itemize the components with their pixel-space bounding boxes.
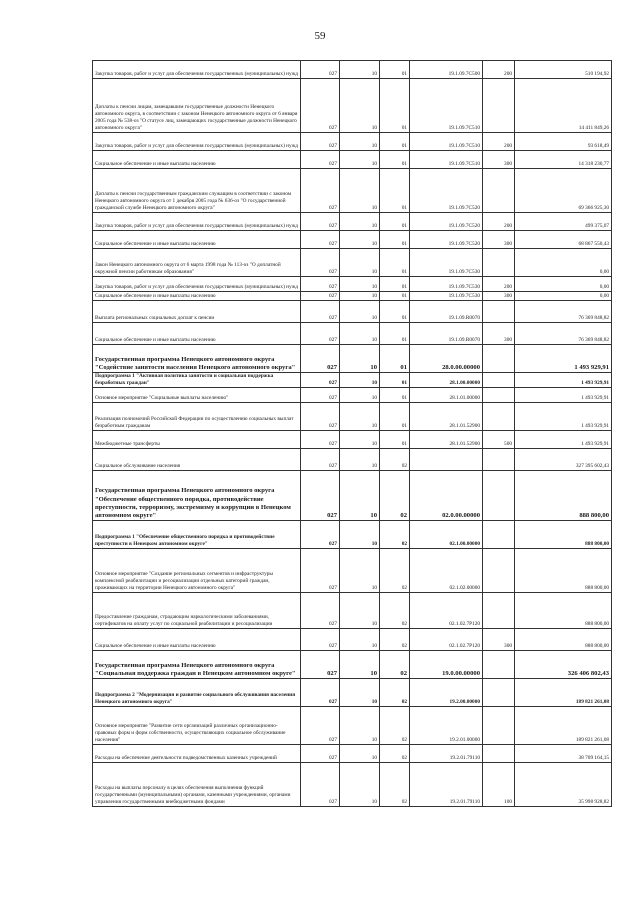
row-name: Социальное обслуживание населения	[93, 449, 301, 471]
row-ministry-code: 027	[301, 292, 340, 301]
row-ministry-code: 027	[301, 213, 340, 231]
row-target-article: 19.1.09.R0070	[410, 323, 483, 345]
row-amount: 1 493 929,91	[515, 403, 612, 431]
table-row	[93, 679, 612, 707]
table-row	[93, 629, 612, 651]
row-section-code: 10	[340, 373, 380, 388]
row-name: Закупка товаров, работ и услуг для обеспечения государственных (муниципальных) нужд	[93, 277, 301, 292]
row-name: Доплаты к пенсии лицам, замещавшим государственные должности Ненецкого автономного округа, в соответствии с законом Ненецкого автономного округа от 6 января 2005 года № 538-оз "О статусе лиц, замещающих государственные должности Ненецкого автономного округа"	[93, 79, 301, 133]
row-ministry-code: 027	[301, 521, 340, 549]
row-expense-type: 500	[483, 431, 515, 449]
row-ministry-code: 027	[301, 373, 340, 388]
row-amount: 76 369 848,82	[515, 301, 612, 323]
row-name: Социальное обеспечение и иные выплаты населению	[93, 231, 301, 249]
row-ministry-code: 027	[301, 133, 340, 151]
row-amount: 1 493 929,91	[515, 388, 612, 403]
row-name: Социальное обеспечение и иные выплаты населению	[93, 629, 301, 651]
table-row	[93, 213, 612, 231]
row-section-code: 10	[340, 277, 380, 292]
row-expense-type	[483, 249, 515, 277]
row-ministry-code: 027	[301, 593, 340, 629]
row-expense-type: 300	[483, 292, 515, 301]
row-subsection-code: 01	[380, 345, 410, 373]
row-subsection-code: 01	[380, 213, 410, 231]
row-name: Подпрограмма 2 "Модернизация и развитие социального обслуживания населения Ненецкого автономного округа"	[93, 679, 301, 707]
row-ministry-code: 027	[301, 151, 340, 169]
row-amount: 888 800,00	[515, 629, 612, 651]
row-amount: 189 821 261,08	[515, 679, 612, 707]
row-name: Государственная программа Ненецкого автономного округа "Обеспечение общественного порядка, противодействие преступности, терроризму, экстремизму и коррупции в Ненецком автономном округе"	[93, 471, 301, 521]
table-row	[93, 169, 612, 213]
row-target-article: 19.1.09.R0070	[410, 301, 483, 323]
row-section-code: 10	[340, 213, 380, 231]
row-amount: 14 411 849,26	[515, 79, 612, 133]
row-amount: 35 998 928,82	[515, 763, 612, 807]
table-row	[93, 79, 612, 133]
row-ministry-code: 027	[301, 61, 340, 79]
row-name: Закупка товаров, работ и услуг для обеспечения государственных (муниципальных) нужд	[93, 213, 301, 231]
row-ministry-code: 027	[301, 431, 340, 449]
row-subsection-code: 02	[380, 763, 410, 807]
table-row	[93, 323, 612, 345]
row-name: Реализация полномочий Российской Федерации по осуществлению социальных выплат безработным гражданам	[93, 403, 301, 431]
table-row	[93, 745, 612, 763]
table-row	[93, 373, 612, 388]
row-expense-type	[483, 345, 515, 373]
row-name: Предоставление гражданам, страдающим наркологическими заболеваниями, сертификатов на оплату услуг по социальной реабилитации и ресоциализации	[93, 593, 301, 629]
row-target-article: 19.1.09.7С520	[410, 213, 483, 231]
row-name: Выплата региональных социальных доплат к пенсии	[93, 301, 301, 323]
row-amount: 69 366 925,30	[515, 169, 612, 213]
row-ministry-code: 027	[301, 449, 340, 471]
row-subsection-code: 01	[380, 79, 410, 133]
row-ministry-code: 027	[301, 651, 340, 679]
row-ministry-code: 027	[301, 471, 340, 521]
table-row	[93, 301, 612, 323]
row-target-article: 02.1.00.00000	[410, 521, 483, 549]
table-row	[93, 249, 612, 277]
row-subsection-code: 01	[380, 133, 410, 151]
table-row	[93, 449, 612, 471]
row-name: Основное мероприятие "Социальные выплаты населению"	[93, 388, 301, 403]
row-section-code: 10	[340, 549, 380, 593]
row-subsection-code: 01	[380, 151, 410, 169]
table-row	[93, 292, 612, 301]
row-name: Основное мероприятие "Создание региональных сегментов и инфраструктуры комплексной реабилитации и ресоциализации отдельных категорий граждан, проживающих на территории Ненецкого автономного округа"	[93, 549, 301, 593]
row-expense-type: 200	[483, 213, 515, 231]
row-amount: 0,00	[515, 249, 612, 277]
table-row	[93, 345, 612, 373]
row-section-code: 10	[340, 345, 380, 373]
row-name: Закупка товаров, работ и услуг для обеспечения государственных (муниципальных) нужд	[93, 61, 301, 79]
row-section-code: 10	[340, 249, 380, 277]
row-section-code: 10	[340, 388, 380, 403]
row-section-code: 10	[340, 471, 380, 521]
row-expense-type	[483, 471, 515, 521]
table-row	[93, 651, 612, 679]
row-target-article: 28.1.01.52900	[410, 403, 483, 431]
row-section-code: 10	[340, 629, 380, 651]
row-amount: 76 369 848,82	[515, 323, 612, 345]
row-subsection-code: 02	[380, 707, 410, 745]
row-name: Закон Ненецкого автономного округа от 6 марта 1998 года № 113-оз "О доплатной окружной пенсии работникам образования"	[93, 249, 301, 277]
row-section-code: 10	[340, 593, 380, 629]
table-row	[93, 403, 612, 431]
row-subsection-code: 02	[380, 521, 410, 549]
row-subsection-code: 01	[380, 388, 410, 403]
row-section-code: 10	[340, 231, 380, 249]
row-amount: 14 318 230,77	[515, 151, 612, 169]
row-subsection-code: 02	[380, 745, 410, 763]
row-target-article: 28.1.00.00000	[410, 373, 483, 388]
row-section-code: 10	[340, 323, 380, 345]
row-ministry-code: 027	[301, 679, 340, 707]
row-target-article: 02.1.02.7Р120	[410, 629, 483, 651]
row-expense-type	[483, 403, 515, 431]
row-expense-type	[483, 745, 515, 763]
row-section-code: 10	[340, 301, 380, 323]
row-subsection-code: 01	[380, 249, 410, 277]
row-ministry-code: 027	[301, 231, 340, 249]
row-name: Расходы на обеспечение деятельности подведомственных казенных учреждений	[93, 745, 301, 763]
row-ministry-code: 027	[301, 549, 340, 593]
row-subsection-code: 01	[380, 301, 410, 323]
row-target-article: 19.2.01.79110	[410, 745, 483, 763]
row-section-code: 10	[340, 403, 380, 431]
row-amount: 1 493 929,91	[515, 373, 612, 388]
row-amount: 510 194,92	[515, 61, 612, 79]
row-expense-type	[483, 373, 515, 388]
row-expense-type	[483, 521, 515, 549]
row-name: Основное мероприятие "Развитие сети организаций различных организационно-правовых форм и форм собственности, осуществляющих социальное обслуживание населения"	[93, 707, 301, 745]
row-expense-type: 300	[483, 231, 515, 249]
row-target-article: 28.0.00.00000	[410, 345, 483, 373]
row-target-article: 19.1.09.7С530	[410, 249, 483, 277]
table-row	[93, 277, 612, 292]
table-row	[93, 151, 612, 169]
row-subsection-code: 01	[380, 61, 410, 79]
table-row	[93, 593, 612, 629]
table-row	[93, 763, 612, 807]
row-expense-type: 300	[483, 323, 515, 345]
row-expense-type: 100	[483, 763, 515, 807]
row-subsection-code: 02	[380, 629, 410, 651]
row-expense-type: 200	[483, 61, 515, 79]
row-name: Социальное обеспечение и иные выплаты населению	[93, 292, 301, 301]
row-section-code: 10	[340, 133, 380, 151]
row-subsection-code: 01	[380, 231, 410, 249]
row-amount: 888 800,00	[515, 549, 612, 593]
row-subsection-code: 01	[380, 323, 410, 345]
row-amount: 327 395 602,43	[515, 449, 612, 471]
row-name: Подпрограмма 1 "Обеспечение общественного порядка и противодействие преступности в Ненецком автономном округе"	[93, 521, 301, 549]
row-expense-type: 200	[483, 277, 515, 292]
row-ministry-code: 027	[301, 301, 340, 323]
row-amount: 888 800,00	[515, 471, 612, 521]
row-amount: 888 800,00	[515, 593, 612, 629]
row-subsection-code: 01	[380, 277, 410, 292]
row-target-article: 02.0.00.00000	[410, 471, 483, 521]
row-target-article: 19.1.09.7С510	[410, 151, 483, 169]
table-row	[93, 231, 612, 249]
row-name: Доплаты к пенсии государственным гражданским служащим в соответствии с законом Ненецкого автономного округа от 1 декабря 2005 года № 636-оз "О государственной гражданской службе Ненецкого автономного округа"	[93, 169, 301, 213]
row-ministry-code: 027	[301, 707, 340, 745]
row-amount: 499 375,07	[515, 213, 612, 231]
row-subsection-code: 01	[380, 292, 410, 301]
row-subsection-code: 01	[380, 373, 410, 388]
row-ministry-code: 027	[301, 388, 340, 403]
table-row	[93, 133, 612, 151]
row-expense-type	[483, 301, 515, 323]
row-subsection-code: 02	[380, 679, 410, 707]
row-expense-type: 300	[483, 629, 515, 651]
row-amount: 1 493 929,91	[515, 345, 612, 373]
row-amount: 0,00	[515, 292, 612, 301]
row-ministry-code: 027	[301, 323, 340, 345]
row-expense-type	[483, 707, 515, 745]
budget-table	[92, 60, 612, 807]
row-target-article: 19.1.09.7С520	[410, 231, 483, 249]
row-ministry-code: 027	[301, 403, 340, 431]
row-name: Закупка товаров, работ и услуг для обеспечения государственных (муниципальных) нужд	[93, 133, 301, 151]
row-name: Социальное обеспечение и иные выплаты населению	[93, 323, 301, 345]
row-section-code: 10	[340, 763, 380, 807]
row-expense-type	[483, 449, 515, 471]
row-target-article: 19.1.09.7С500	[410, 61, 483, 79]
table-row	[93, 707, 612, 745]
row-ministry-code: 027	[301, 79, 340, 133]
row-subsection-code: 02	[380, 651, 410, 679]
row-expense-type	[483, 388, 515, 403]
row-expense-type	[483, 169, 515, 213]
row-subsection-code: 01	[380, 431, 410, 449]
row-ministry-code: 027	[301, 169, 340, 213]
row-name: Межбюджетные трансферты	[93, 431, 301, 449]
row-section-code: 10	[340, 151, 380, 169]
row-target-article	[410, 449, 483, 471]
row-expense-type	[483, 651, 515, 679]
row-ministry-code: 027	[301, 629, 340, 651]
row-name: Расходы на выплаты персоналу в целях обеспечения выполнения функций государственными (муниципальными) органами, казенными учреждениями, органами управления государственными внебюджетными фондами	[93, 763, 301, 807]
row-target-article: 19.1.09.7С510	[410, 79, 483, 133]
row-expense-type	[483, 679, 515, 707]
row-expense-type	[483, 549, 515, 593]
row-target-article: 19.1.09.7С510	[410, 133, 483, 151]
row-target-article: 02.1.02.00000	[410, 549, 483, 593]
table-row	[93, 431, 612, 449]
row-amount: 93 618,49	[515, 133, 612, 151]
row-name: Государственная программа Ненецкого автономного округа "Социальная поддержка граждан в Ненецком автономном округе"	[93, 651, 301, 679]
row-name: Подпрограмма 1 "Активная политика занятости и социальная поддержка безработных граждан"	[93, 373, 301, 388]
row-expense-type: 300	[483, 151, 515, 169]
row-amount: 68 867 550,43	[515, 231, 612, 249]
row-expense-type	[483, 79, 515, 133]
row-expense-type: 200	[483, 133, 515, 151]
row-target-article: 19.0.00.00000	[410, 651, 483, 679]
row-subsection-code: 02	[380, 471, 410, 521]
table-row	[93, 471, 612, 521]
row-target-article: 19.1.09.7С530	[410, 277, 483, 292]
row-target-article: 02.1.02.7Р120	[410, 593, 483, 629]
table-row	[93, 521, 612, 549]
row-ministry-code: 027	[301, 345, 340, 373]
table-row	[93, 388, 612, 403]
row-section-code: 10	[340, 61, 380, 79]
row-target-article: 19.2.01.79110	[410, 763, 483, 807]
row-amount: 189 821 261,08	[515, 707, 612, 745]
row-section-code: 10	[340, 292, 380, 301]
row-amount: 888 800,00	[515, 521, 612, 549]
row-subsection-code: 02	[380, 593, 410, 629]
row-name: Социальное обеспечение и иные выплаты населению	[93, 151, 301, 169]
page-number: 59	[314, 30, 326, 42]
row-ministry-code: 027	[301, 763, 340, 807]
row-subsection-code: 01	[380, 169, 410, 213]
row-target-article: 28.1.01.52900	[410, 431, 483, 449]
row-subsection-code: 01	[380, 403, 410, 431]
row-section-code: 10	[340, 431, 380, 449]
row-target-article: 19.1.09.7С530	[410, 292, 483, 301]
row-section-code: 10	[340, 651, 380, 679]
row-section-code: 10	[340, 707, 380, 745]
row-expense-type	[483, 593, 515, 629]
row-target-article: 19.2.01.00000	[410, 707, 483, 745]
row-ministry-code: 027	[301, 249, 340, 277]
row-section-code: 10	[340, 449, 380, 471]
row-target-article: 19.2.00.00000	[410, 679, 483, 707]
row-amount: 1 493 929,91	[515, 431, 612, 449]
row-ministry-code: 027	[301, 277, 340, 292]
row-amount: 0,00	[515, 277, 612, 292]
row-subsection-code: 02	[380, 449, 410, 471]
row-section-code: 10	[340, 169, 380, 213]
row-section-code: 10	[340, 521, 380, 549]
row-target-article: 28.1.01.00000	[410, 388, 483, 403]
table-row	[93, 549, 612, 593]
row-section-code: 10	[340, 745, 380, 763]
row-name: Государственная программа Ненецкого автономного округа "Содействие занятости населения Ненецкого автономного округа"	[93, 345, 301, 373]
row-amount: 326 406 802,43	[515, 651, 612, 679]
budget-table-body	[93, 61, 612, 807]
row-ministry-code: 027	[301, 745, 340, 763]
table-row	[93, 61, 612, 79]
row-subsection-code: 02	[380, 549, 410, 593]
row-amount: 38 709 164,15	[515, 745, 612, 763]
row-section-code: 10	[340, 79, 380, 133]
row-section-code: 10	[340, 679, 380, 707]
row-target-article: 19.1.09.7С520	[410, 169, 483, 213]
